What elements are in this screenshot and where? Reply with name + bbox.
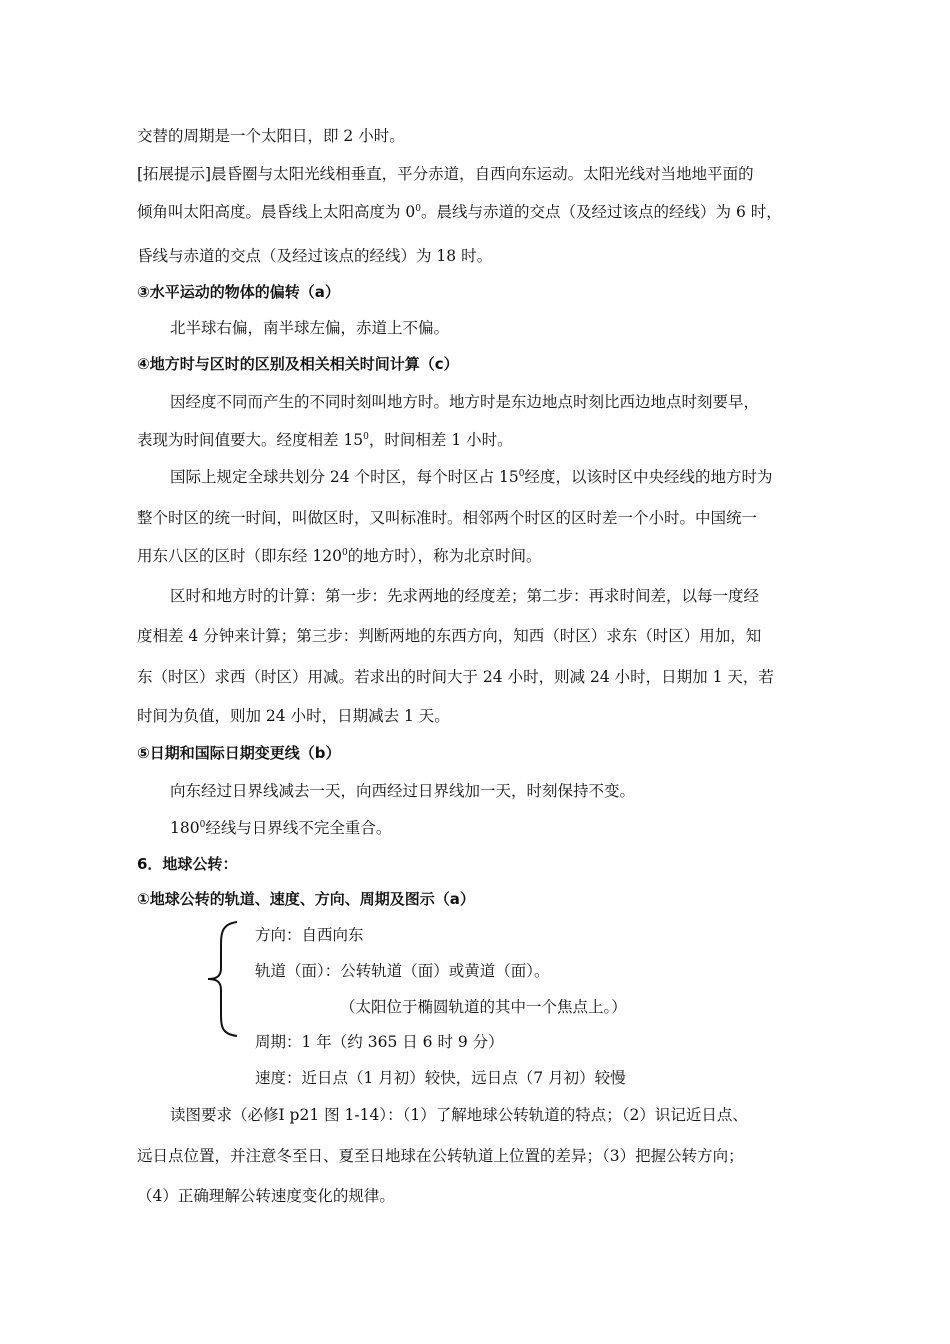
paragraph-line: 区时和地方时的计算：第一步：先求两地的经度差；第二步：再求时间差，以每一度经 — [170, 587, 760, 605]
orbit-period: 周期：1 年（约 365 日 6 时 9 分） — [255, 1033, 504, 1051]
orbit-note: （太阳位于椭圆轨道的其中一个焦点上。） — [340, 998, 627, 1016]
paragraph-line: 度相差 4 分钟来计算；第三步：判断两地的东西方向，知西（时区）求东（时区）用加，知 — [137, 627, 762, 645]
paragraph-line: 整个时区的统一时间，叫做区时，又叫标准时。相邻两个时区的区时差一个小时。中国统一 — [137, 509, 758, 527]
curly-brace-icon — [205, 920, 241, 1038]
section-heading: ⑤日期和国际日期变更线（b） — [137, 744, 341, 762]
orbit-direction: 方向：自西向东 — [255, 926, 364, 944]
orbit-plane: 轨道（面）：公转轨道（面）或黄道（面）。 — [255, 962, 550, 980]
paragraph-line: 国际上规定全球共划分 24 个时区，每个时区占 $15^0$经度，以该时区中央经线的地方时为 — [170, 468, 773, 486]
tip-line: 倾角叫太阳高度。晨昏线上太阳高度为 $0^0$。晨线与赤道的交点（及经过该点的经线）为 6 时， — [137, 203, 782, 221]
paragraph-line: 用东八区的区时（即东经 $120^0$的地方时），称为北京时间。 — [137, 547, 542, 565]
paragraph-line: 向东经过日界线减去一天，向西经过日界线加一天，时刻保持不变。 — [170, 782, 636, 800]
paragraph-line: 因经度不同而产生的不同时刻叫地方时。地方时是东边地点时刻比西边地点时刻要早， — [170, 393, 760, 411]
paragraph-line: $180^0$经线与日界线不完全重合。 — [170, 819, 392, 837]
paragraph-line: 表现为时间值要大。经度相差 $15^0$，时间相差 1 小时。 — [137, 431, 513, 449]
tip-line: [拓展提示]晨昏圈与太阳光线相垂直，平分赤道，自西向东运动。太阳光线对当地地平面的 — [137, 165, 754, 183]
orbit-speed: 速度：近日点（1 月初）较快，远日点（7 月初）较慢 — [255, 1069, 626, 1087]
paragraph-line: 读图要求（必修Ⅰ p21 图 1-14）：（1）了解地球公转轨道的特点；（2）识记近日点、 — [170, 1106, 748, 1124]
paragraph-line: 远日点位置，并注意冬至日、夏至日地球在公转轨道上位置的差异；（3）把握公转方向； — [137, 1147, 744, 1165]
paragraph-line: （4）正确理解公转速度变化的规律。 — [137, 1187, 395, 1205]
paragraph-line: 北半球右偏，南半球左偏，赤道上不偏。 — [170, 319, 450, 337]
tip-line: 昏线与赤道的交点（及经过该点的经线）为 18 时。 — [137, 247, 493, 265]
paragraph-line: 东（时区）求西（时区）用减。若求出的时间大于 24 小时，则减 24 小时，日期加 1 天，若 — [137, 668, 774, 686]
section-heading: ④地方时与区时的区别及相关相关时间计算（c） — [137, 355, 459, 373]
paragraph-line: 时间为负值，则加 24 小时，日期减去 1 天。 — [137, 707, 450, 725]
paragraph-line: 交替的周期是一个太阳日，即 2 小时。 — [137, 127, 405, 145]
subsection-heading: ①地球公转的轨道、速度、方向、周期及图示（a） — [137, 890, 475, 908]
section-heading: 6．地球公转： — [137, 855, 238, 873]
section-heading: ③水平运动的物体的偏转（a） — [137, 283, 340, 301]
